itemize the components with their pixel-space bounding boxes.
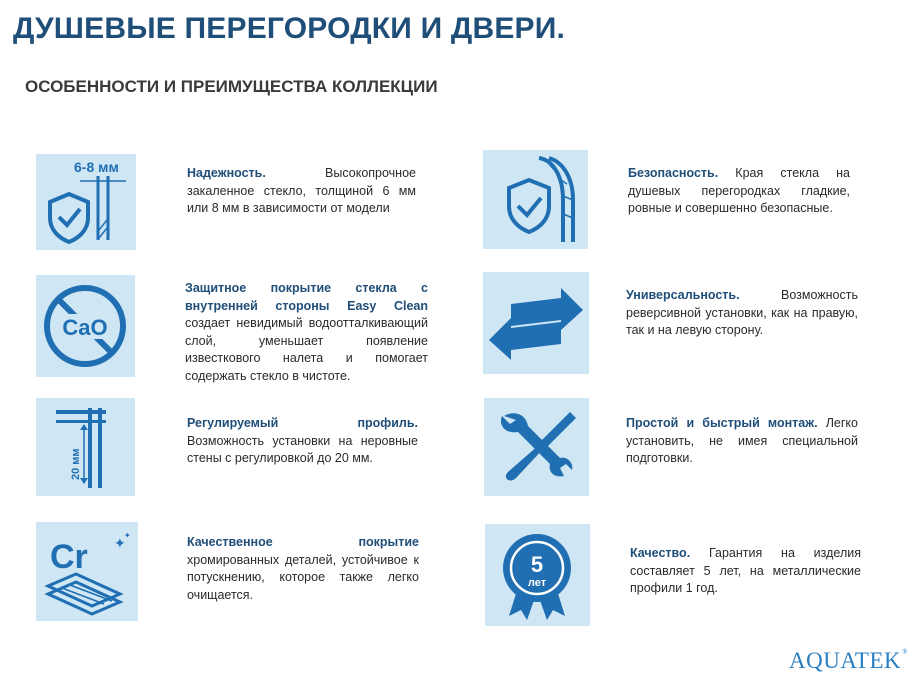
reliability-icon-box (36, 154, 136, 250)
page-title: ДУШЕВЫЕ ПЕРЕГОРОДКИ И ДВЕРИ. (13, 12, 566, 45)
feature-heading: Надежность. (187, 166, 266, 180)
feature-heading: Качество. (630, 546, 691, 560)
chrome-icon-box (36, 522, 138, 621)
svg-text:✦: ✦ (114, 536, 126, 552)
easy-clean-icon-box (36, 275, 135, 377)
versatility-icon-box (483, 272, 589, 374)
reverse-arrows-icon (483, 272, 589, 374)
logo-text: AQUATEK (789, 648, 902, 673)
feature-heading: Универсальность. (626, 288, 740, 302)
registered-mark: ® (902, 648, 908, 656)
chrome-coating-icon (36, 522, 138, 621)
quality-icon-box (485, 524, 590, 626)
shield-edge-icon (483, 150, 588, 249)
feature-text: Возможность реверсивной установки, как на правую, так и на левую сторону. (626, 288, 858, 337)
page-subtitle: ОСОБЕННОСТИ И ПРЕИМУЩЕСТВА КОЛЛЕКЦИИ (25, 77, 438, 96)
svg-text:✦: ✦ (124, 531, 131, 540)
warranty-years-number: 5 (530, 552, 544, 577)
installation-icon-box (484, 398, 589, 496)
feature-text: создает невидимый водоотталкивающий слой, уменьшает появление известкового налета и помогает содержать стекло в чистоте. (185, 316, 428, 383)
feature-heading: Качественное покрытие (187, 535, 419, 549)
feature-safety (628, 165, 850, 218)
shield-thickness-icon (36, 154, 136, 250)
feature-reliability (187, 165, 416, 218)
feature-versatility (626, 287, 858, 340)
thickness-label: 6-8 мм (74, 159, 119, 175)
feature-text: Возможность установки на неровные стены с регулировкой до 20 мм. (187, 433, 418, 465)
warranty-badge-icon (485, 524, 590, 626)
feature-installation (626, 415, 858, 468)
wrench-screwdriver-icon (484, 398, 589, 496)
feature-heading: Безопасность. (628, 166, 719, 180)
feature-text: хромированных деталей, устойчивое к потускнению, которое также легко очищается. (187, 552, 419, 602)
feature-quality (630, 545, 861, 598)
profile-adjust-icon (36, 398, 135, 496)
profile-range-label: 20 мм (70, 448, 82, 480)
feature-heading: Простой и быстрый монтаж. (626, 416, 818, 430)
feature-text: Высокопрочное закаленное стекло, толщиной 6 мм или 8 мм в зависимости от модели (187, 166, 416, 215)
feature-text: Легко установить, не имея специальной подготовки. (626, 416, 858, 465)
feature-text: Гарантия на изделия составляет 5 лет, на металлические профили 1 год. (630, 546, 861, 595)
aquatek-logo (789, 648, 908, 674)
cao-label: CaO (62, 315, 108, 340)
feature-heading: Регулируемый профиль. (187, 416, 418, 430)
feature-easy-clean (185, 280, 428, 385)
feature-profile (187, 415, 418, 468)
chrome-label: Cr (50, 538, 88, 576)
no-cao-icon (36, 275, 135, 377)
feature-heading: Защитное покрытие стекла с внутренней стороны Easy Clean (185, 281, 428, 313)
feature-text: Края стекла на душевых перегородках гладкие, ровные и совершенно безопасные. (628, 166, 850, 215)
warranty-years-unit: лет (527, 577, 547, 589)
feature-chrome (187, 534, 419, 604)
profile-icon-box (36, 398, 135, 496)
safety-icon-box (483, 150, 588, 249)
